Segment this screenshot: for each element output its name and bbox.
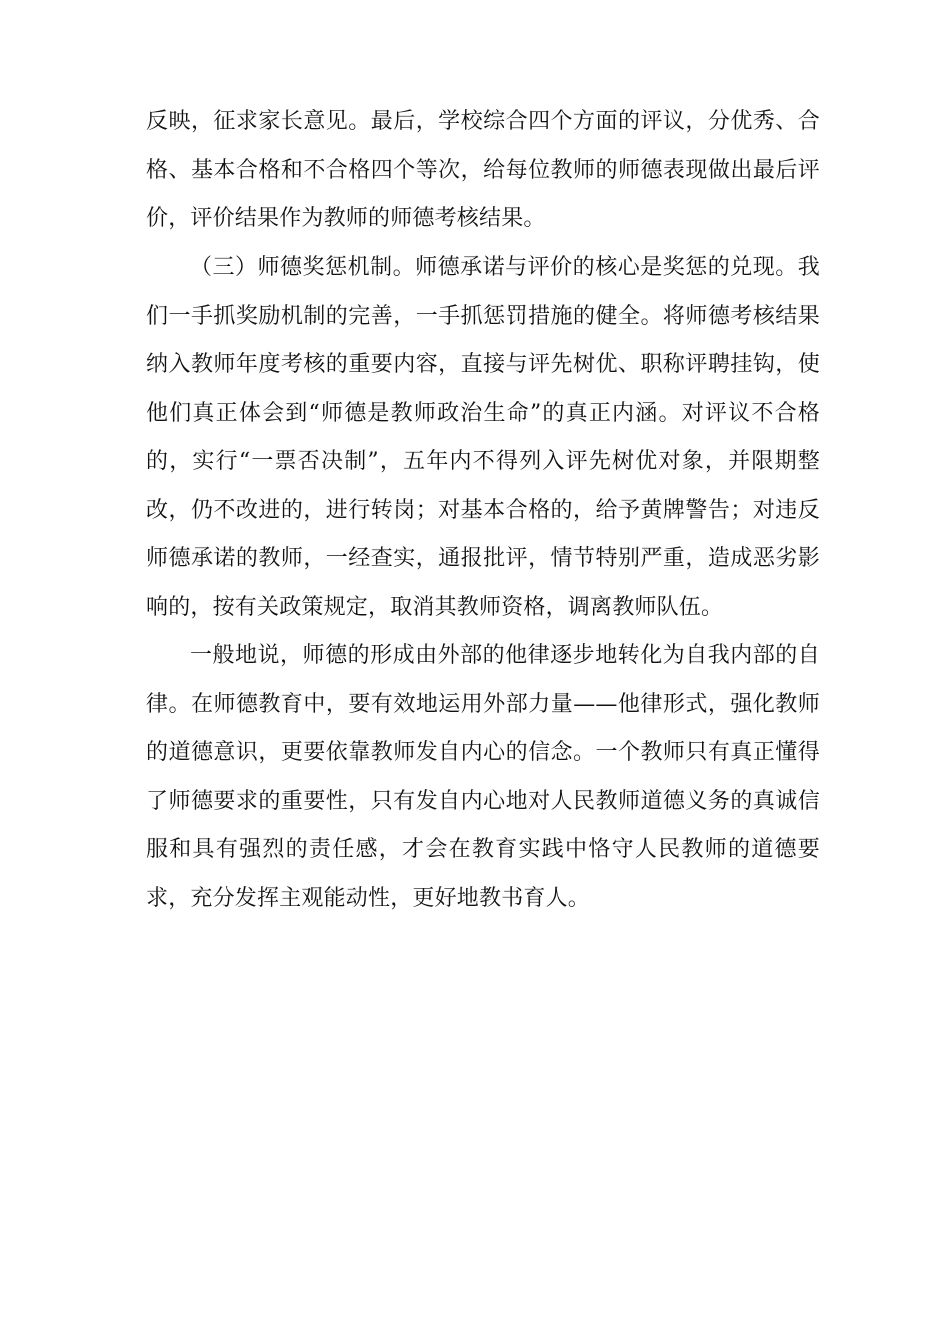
text-line: 们一手抓奖励机制的完善，一手抓惩罚措施的健全。将师德考核结果 [146,303,820,329]
text-line: 师德承诺的教师，一经查实，通报批评，情节特别严重，造成恶劣影 [146,546,820,571]
paragraph-self-discipline [146,632,820,923]
text-line: 了师德要求的重要性，只有发自内心地对人民教师道德义务的真诚信 [146,788,820,814]
text-line: 价，评价结果作为教师的师德考核结果。 [146,206,546,231]
text-line: 求，充分发挥主观能动性，更好地教书育人。 [146,885,591,911]
text-line: 响的，按有关政策规定，取消其教师资格，调离教师队伍。 [146,594,724,620]
text-line: 纳入教师年度考核的重要内容，直接与评先树优、职称评聘挂钩，使 [146,352,820,377]
text-line: 一般地说，师德的形成由外部的他律逐步地转化为自我内部的自 [190,643,820,668]
text-line: 服和具有强烈的责任感，才会在教育实践中恪守人民教师的道德要 [146,837,820,862]
text-line: 的道德意识，更要依靠教师发自内心的信念。一个教师只有真正懂得 [146,740,820,765]
paragraph-evaluation-continued [146,98,820,244]
text-line: 格、基本合格和不合格四个等次，给每位教师的师德表现做出最后评 [146,157,820,183]
text-line: 的，实行“一票否决制”，五年内不得列入评先树优对象，并限期整 [146,449,820,474]
text-line: （三）师德奖惩机制。师德承诺与评价的核心是奖惩的兑现。我 [190,255,820,280]
text-line: 改，仍不改进的，进行转岗；对基本合格的，给予黄牌警告；对违反 [146,497,820,523]
text-line: 他们真正体会到“师德是教师政治生命”的真正内涵。对评议不合格 [146,400,820,426]
paragraph-reward-punishment [146,244,820,632]
text-line: 反映，征求家长意见。最后，学校综合四个方面的评议，分优秀、合 [146,109,820,134]
text-line: 律。在师德教育中，要有效地运用外部力量——他律形式，强化教师 [146,691,820,717]
